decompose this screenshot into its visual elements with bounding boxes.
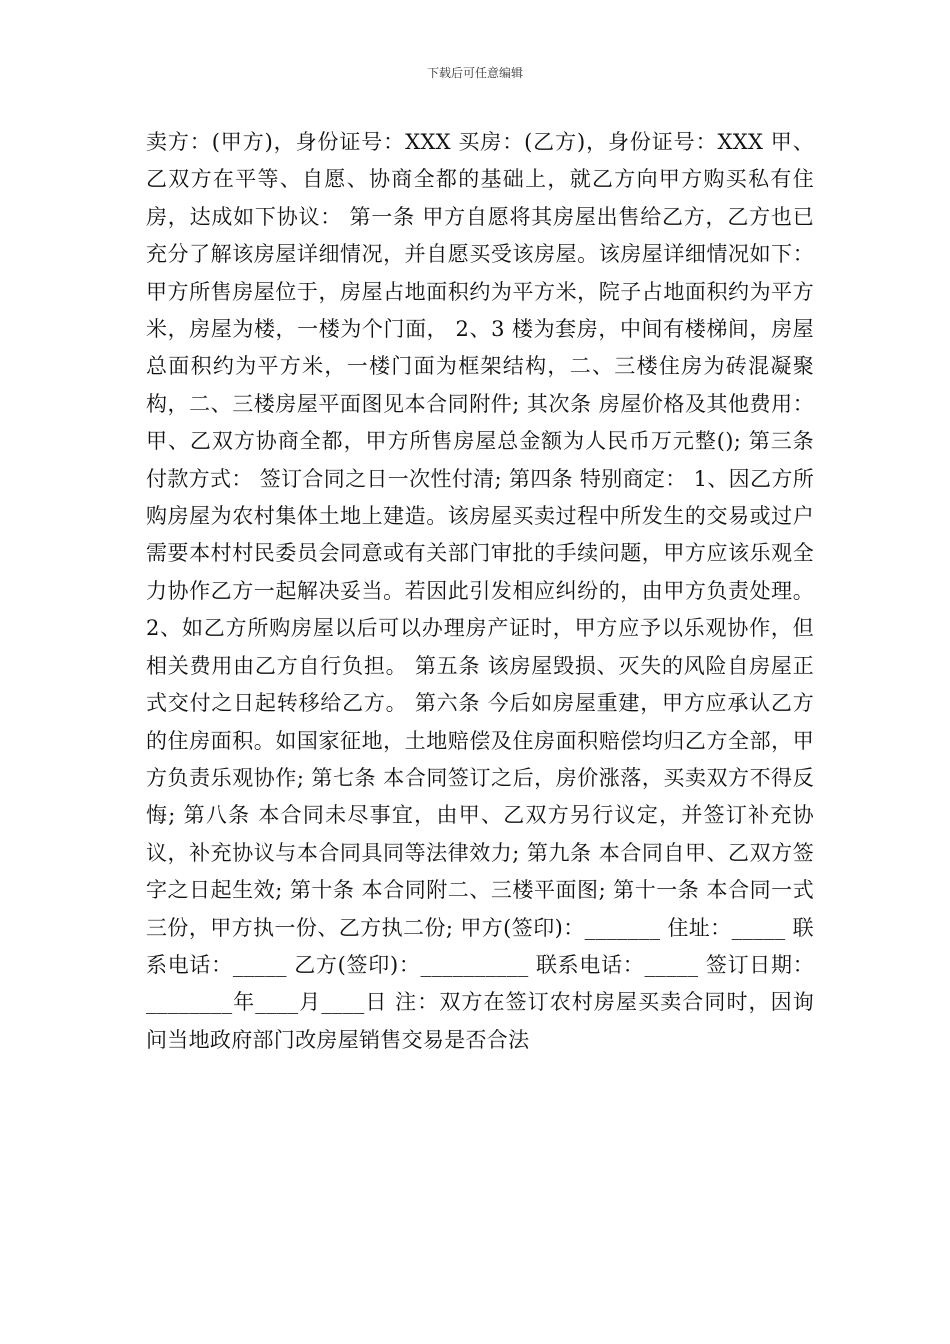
page-header-note: 下载后可任意编辑 [426, 66, 523, 80]
contract-body-text: 卖方：(甲方)，身份证号：XXX 买房：(乙方)，身份证号：XXX 甲、乙双方在平等、自愿、协商全都的基础上，就乙方向甲方购买私有住房，达成如下协议： 第一条 甲方自愿将其房屋出售给乙方，乙方也已充分了解该房屋详细情况，并自愿买受该房屋。该房屋详细情况如下： 甲方所售房屋位于，房屋占地面积约为平方米，院子占地面积约为平方米，房屋为楼，一楼为个门面， 2、3 楼为套房，中间有楼梯间，房屋总面积约为平方米，一楼门面为框架结构，二、三楼住房为砖混凝聚构，二、三楼房屋平面图见本合同附件; 其次条 房屋价格及其他费用： 甲、乙双方协商全都，甲方所售房屋总金额为人民币万元整(); 第三条 付款方式： 签订合同之日一次性付清; 第四条 特别商定： 1、因乙方所购房屋为农村集体土地上建造。该房屋买卖过程中所发生的交易或过户需要本村村民委员会同意或有关部门审批的手续问题，甲方应该乐观全力协作乙方一起解决妥当。若因此引发相应纠纷的，由甲方负责处理。 2、如乙方所购房屋以后可以办理房产证时，甲方应予以乐观协作，但相关费用由乙方自行负担。 第五条 该房屋毁损、灭失的风险自房屋正式交付之日起转移给乙方。 第六条 今后如房屋重建，甲方应承认乙方的住房面积。如国家征地，土地赔偿及住房面积赔偿均归乙方全部，甲方负责乐观协作; 第七条 本合同签订之后，房价涨落，买卖双方不得反悔; 第八条 本合同未尽事宜，由甲、乙双方另行议定，并签订补充协议，补充协议与本合同具同等法律效力; 第九条 本合同自甲、乙双方签字之日起生效; 第十条 本合同附二、三楼平面图; 第十一条 本合同一式三份，甲方执一份、乙方执二份; 甲方(签印)：_______ 住址：_____ 联系电话：_____ 乙方(签印)：__________ 联系电话：_____ 签订日期：________年____月____日 注：双方在签订农村房屋买卖合同时，因询问当地政府部门改房屋销售交易是否合法 [146, 130, 814, 1052]
